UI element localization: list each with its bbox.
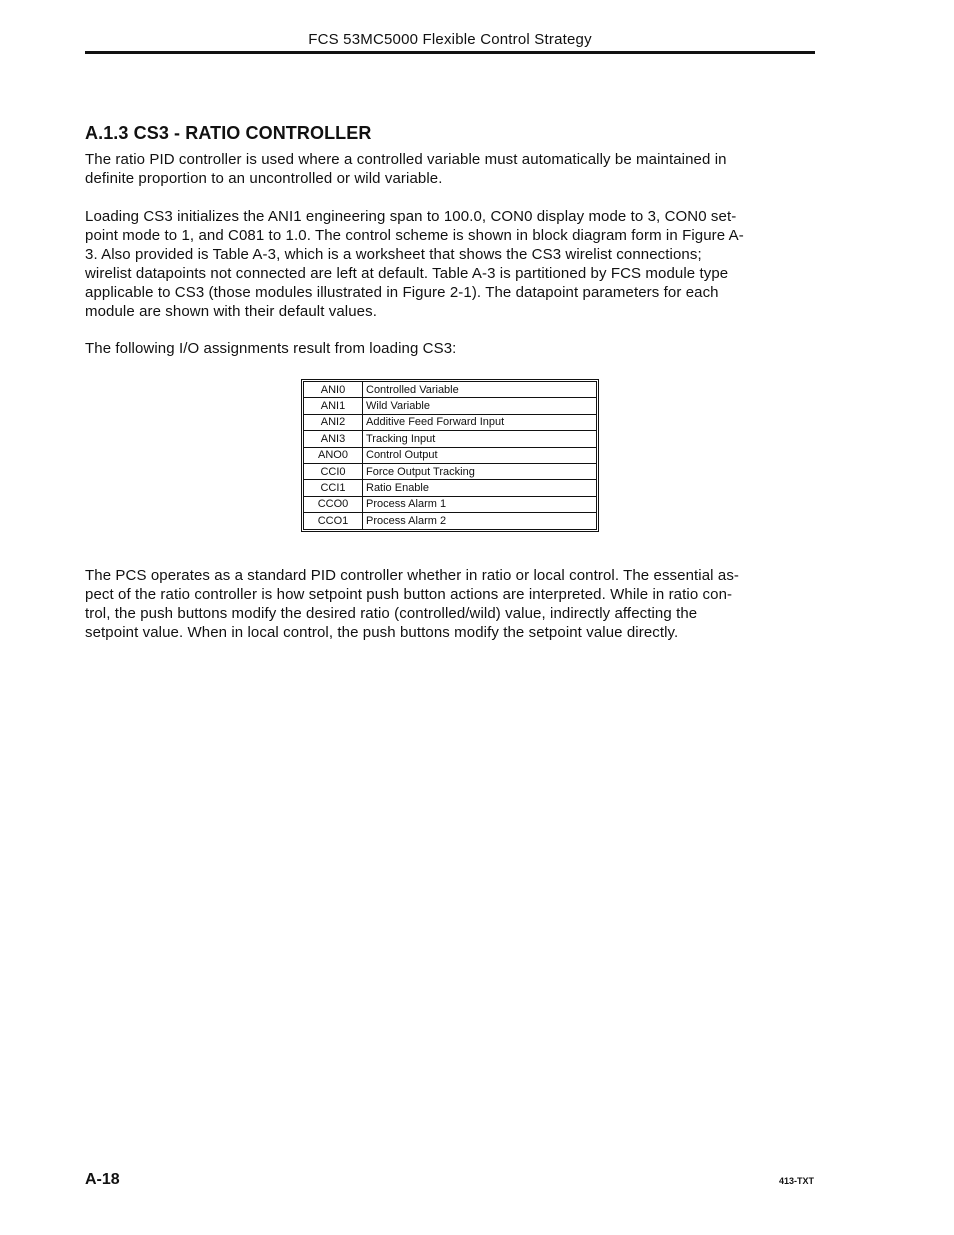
section-heading: A.1.3 CS3 - RATIO CONTROLLER xyxy=(85,123,372,143)
header-rule xyxy=(85,51,815,54)
io-point-cell: ANI0 xyxy=(304,382,363,398)
table-row xyxy=(304,447,597,463)
paragraph-pcs-operation xyxy=(85,566,820,642)
paragraph-line: pect of the ratio controller is how setpoint push button actions are interpreted. While in ratio con- xyxy=(85,586,733,603)
io-table xyxy=(303,381,597,530)
io-point-cell: CCO0 xyxy=(304,496,363,512)
paragraph-line: 3. Also provided is Table A-3, which is a worksheet that shows the CS3 wirelist connections; xyxy=(85,246,702,263)
io-point-cell: ANO0 xyxy=(304,447,363,463)
paragraph-io-intro xyxy=(85,339,820,358)
paragraph-line: The following I/O assignments result from loading CS3: xyxy=(85,340,457,357)
io-point-cell: CCO1 xyxy=(304,513,363,529)
io-description-cell: Process Alarm 1 xyxy=(363,496,597,512)
io-description-cell: Ratio Enable xyxy=(363,480,597,496)
paragraph-intro xyxy=(85,150,820,188)
io-description-cell: Additive Feed Forward Input xyxy=(363,414,597,430)
io-point-cell: ANI1 xyxy=(304,398,363,414)
io-description-cell: Force Output Tracking xyxy=(363,463,597,479)
io-description-cell: Controlled Variable xyxy=(363,382,597,398)
paragraph-line: wirelist datapoints not connected are left at default. Table A-3 is partitioned by FCS module type xyxy=(85,265,729,282)
table-row xyxy=(304,480,597,496)
table-row xyxy=(304,496,597,512)
paragraph-line: setpoint value. When in local control, the push buttons modify the setpoint value directly. xyxy=(85,624,679,641)
paragraph-loading xyxy=(85,207,820,321)
paragraph-line: applicable to CS3 (those modules illustrated in Figure 2-1). The datapoint parameters for each xyxy=(85,284,719,301)
paragraph-line: module are shown with their default values. xyxy=(85,303,377,320)
document-code: 413-TXT xyxy=(778,1176,814,1186)
paragraph-line: The PCS operates as a standard PID controller whether in ratio or local control. The essential as- xyxy=(85,567,740,584)
paragraph-line: Loading CS3 initializes the ANI1 engineering span to 100.0, CON0 display mode to 3, CON0 set- xyxy=(85,208,737,225)
table-row xyxy=(304,414,597,430)
page-number: A-18 xyxy=(85,1171,120,1188)
io-description-cell: Wild Variable xyxy=(363,398,597,414)
io-assignment-table xyxy=(301,379,599,532)
io-point-cell: CCI1 xyxy=(304,480,363,496)
paragraph-line: point mode to 1, and C081 to 1.0. The control scheme is shown in block diagram form in Figure A- xyxy=(85,227,744,244)
table-row xyxy=(304,513,597,529)
paragraph-line: trol, the push buttons modify the desired ratio (controlled/wild) value, indirectly affecting the xyxy=(85,605,698,622)
io-description-cell: Control Output xyxy=(363,447,597,463)
io-point-cell: ANI2 xyxy=(304,414,363,430)
io-point-cell: CCI0 xyxy=(304,463,363,479)
table-row xyxy=(304,398,597,414)
table-row xyxy=(304,431,597,447)
running-header-title: FCS 53MC5000 Flexible Control Strategy xyxy=(308,31,592,48)
table-row xyxy=(304,463,597,479)
io-description-cell: Tracking Input xyxy=(363,431,597,447)
io-point-cell: ANI3 xyxy=(304,431,363,447)
paragraph-line: The ratio PID controller is used where a controlled variable must automatically be maintained in xyxy=(85,151,727,168)
paragraph-line: definite proportion to an uncontrolled or wild variable. xyxy=(85,170,443,187)
table-row xyxy=(304,382,597,398)
io-description-cell: Process Alarm 2 xyxy=(363,513,597,529)
